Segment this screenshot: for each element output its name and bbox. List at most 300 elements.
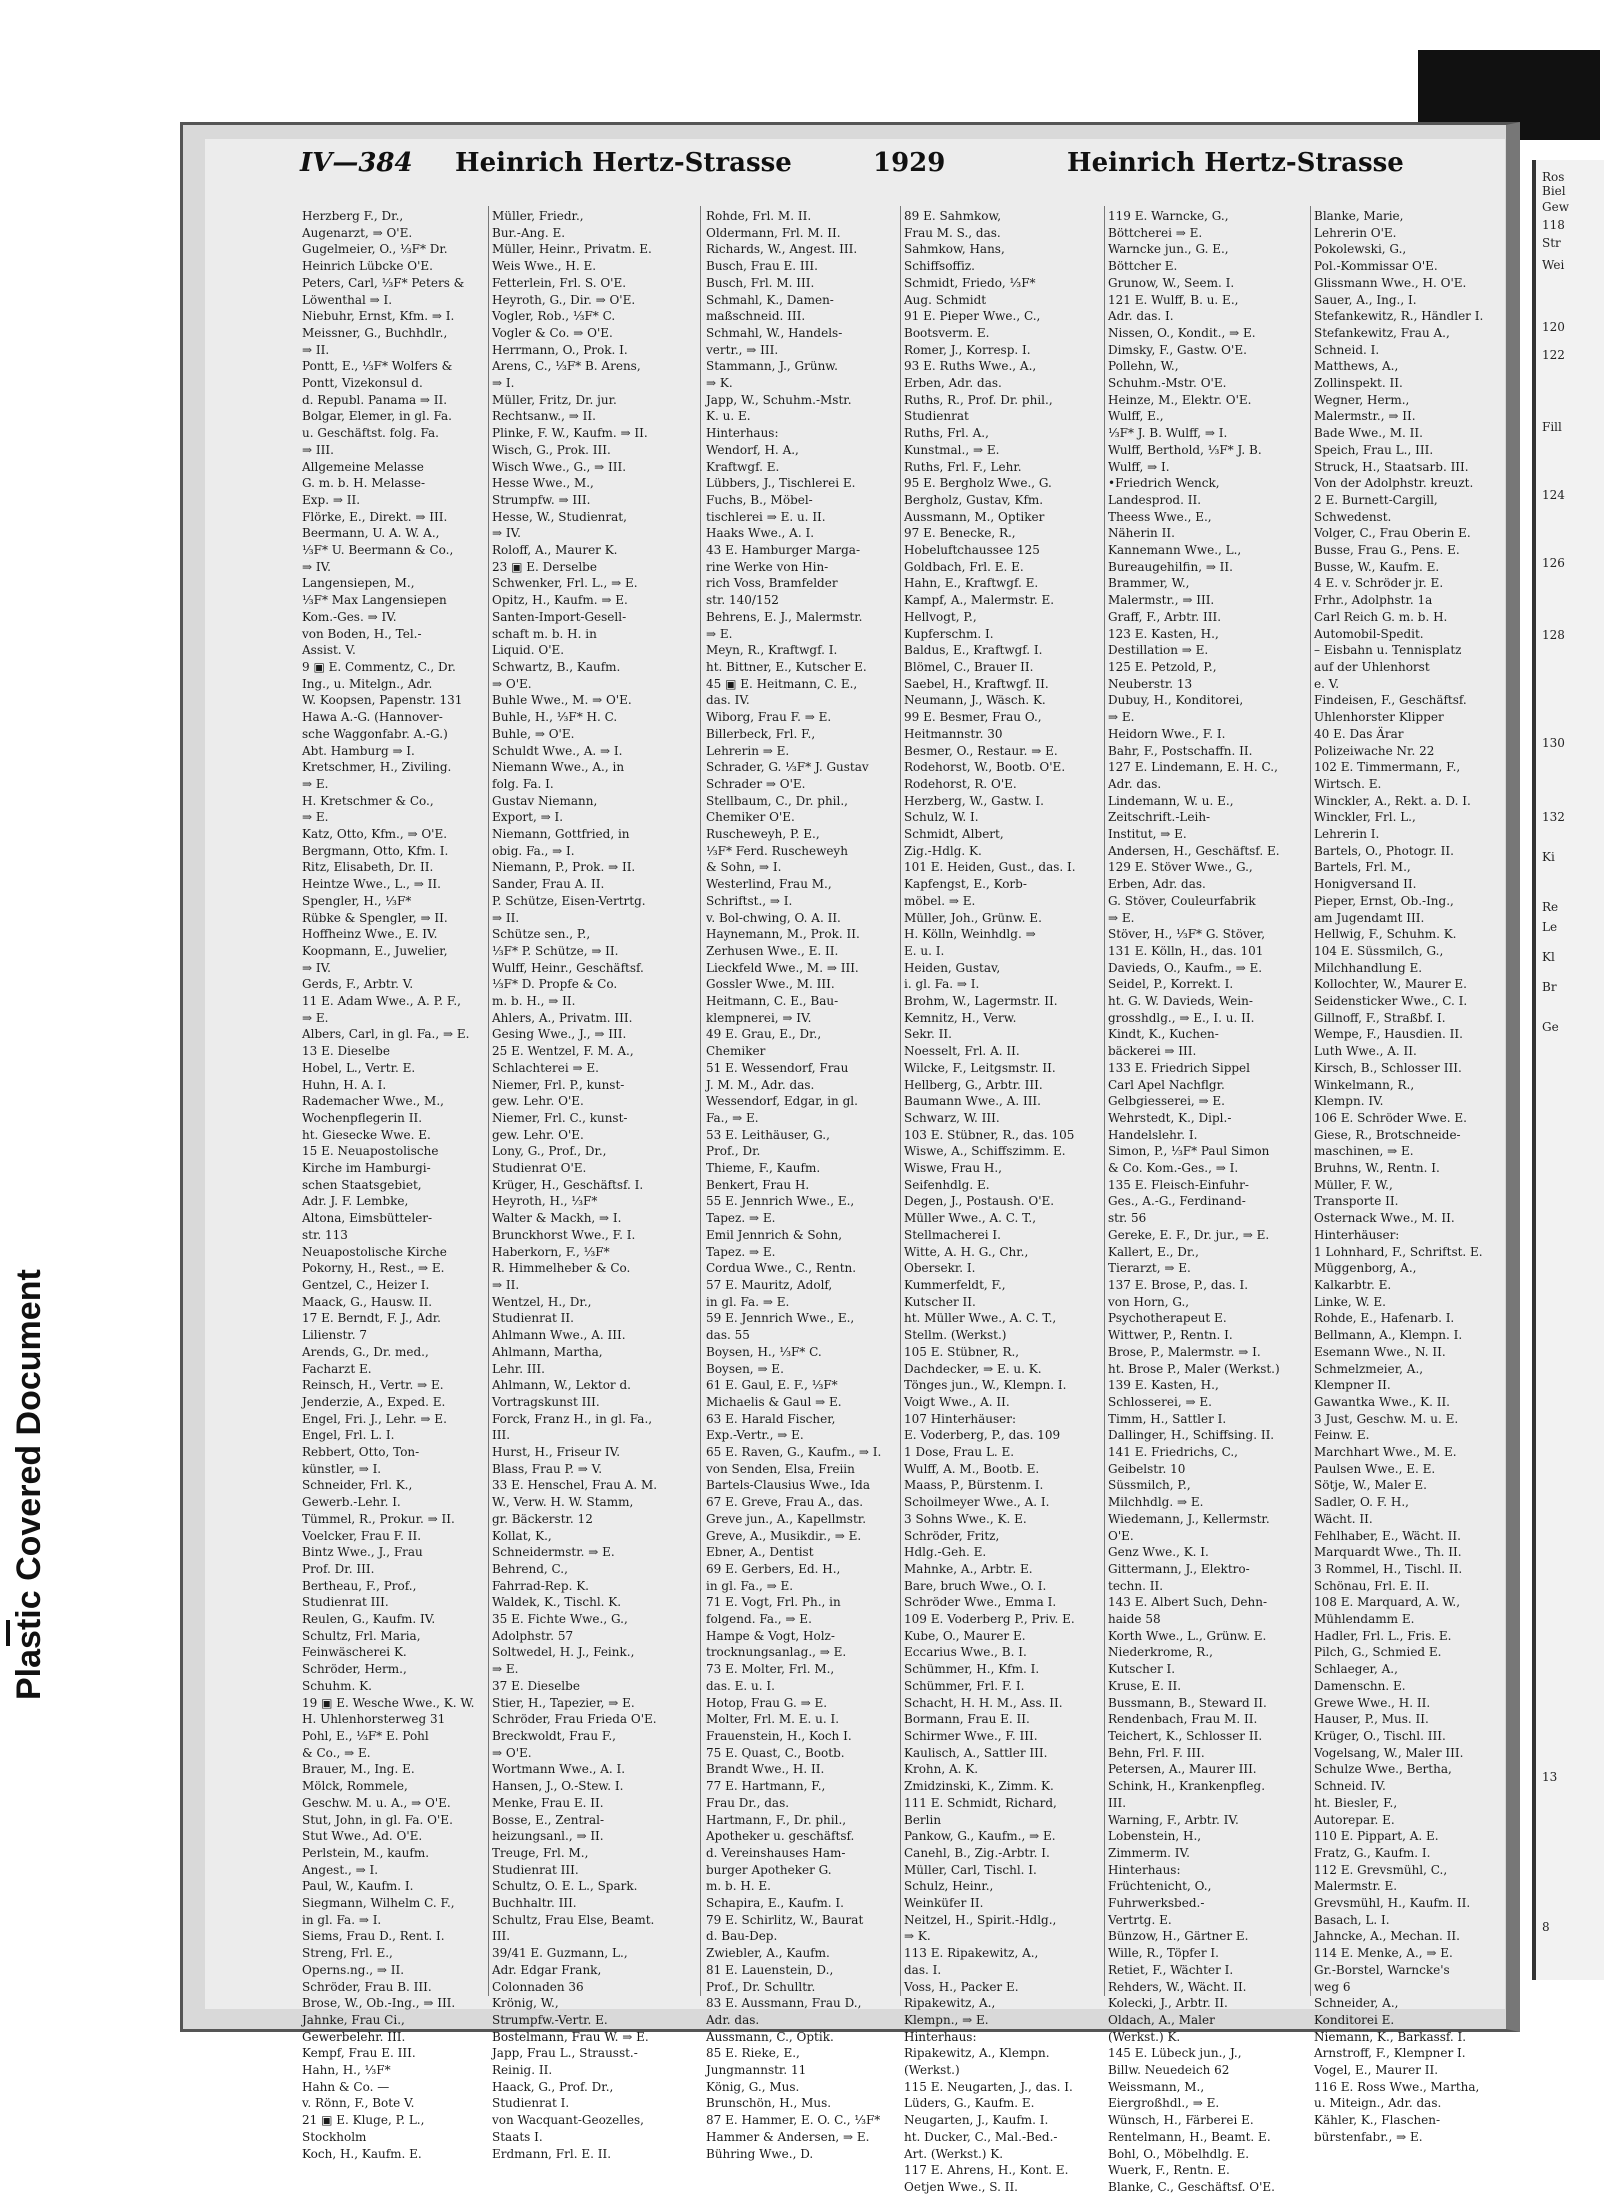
directory-entry: Boysen, H., ⅓F* C. bbox=[706, 1344, 822, 1359]
directory-entry: ⇒ III. bbox=[302, 442, 334, 457]
directory-entry: Spengler, H., ⅓F* bbox=[302, 893, 412, 908]
directory-entry: Adr. J. F. Lembke, bbox=[302, 1194, 409, 1209]
directory-entry: Schiffsoffiz. bbox=[904, 259, 975, 274]
adjacent-page-fragment: Wei bbox=[1542, 258, 1565, 272]
directory-entry: Vertrtg. E. bbox=[1108, 1912, 1172, 1927]
directory-entry: Fahrrad-Rep. K. bbox=[492, 1578, 589, 1593]
directory-entry: Milchhandlung E. bbox=[1314, 960, 1423, 975]
directory-entry: Bussmann, B., Steward II. bbox=[1108, 1695, 1267, 1710]
directory-entry: Berlin bbox=[904, 1812, 942, 1827]
directory-entry: Winckler, Frl. L., bbox=[1314, 810, 1416, 825]
directory-entry: Brandt Wwe., H. II. bbox=[706, 1762, 825, 1777]
directory-entry: Heyroth, H., ⅓F* bbox=[492, 1194, 598, 1209]
directory-entry: Aussmann, C., Optik. bbox=[706, 2029, 834, 2044]
directory-entry: burger Apotheker G. bbox=[706, 1862, 832, 1877]
directory-entry: 81 E. Lauenstein, D., bbox=[706, 1962, 834, 1977]
directory-entry: m. b. H. E. bbox=[706, 1879, 771, 1894]
directory-entry: Baumann Wwe., A. III. bbox=[904, 1094, 1041, 1109]
directory-entry: Polizeiwache Nr. 22 bbox=[1314, 743, 1435, 758]
directory-entry: Meissner, G., Buchhdlr., bbox=[302, 325, 448, 340]
directory-entry: Marquardt Wwe., Th. II. bbox=[1314, 1545, 1462, 1560]
directory-entry: Pollehn, W., bbox=[1108, 359, 1179, 374]
directory-entry: Schuhm.-Mstr. O'E. bbox=[1108, 376, 1227, 391]
directory-entry: Böttcher E. bbox=[1108, 259, 1178, 274]
directory-entry: III. bbox=[1108, 1795, 1127, 1810]
directory-entry: Bertheau, F., Prof., bbox=[302, 1578, 417, 1593]
directory-entry: Damenschn. E. bbox=[1314, 1678, 1406, 1693]
directory-entry: Warncke jun., G. E., bbox=[1108, 242, 1229, 257]
directory-entry: Erben, Adr. das. bbox=[1108, 877, 1206, 892]
directory-entry: Niemann Wwe., A., in bbox=[492, 760, 625, 775]
directory-entry: 127 E. Lindemann, E. H. C., bbox=[1108, 760, 1278, 775]
directory-entry: Weinküfer II. bbox=[904, 1896, 984, 1911]
directory-entry: Busse, Frau G., Pens. E. bbox=[1314, 543, 1460, 558]
directory-entry: Winkelmann, R., bbox=[1314, 1077, 1415, 1092]
directory-entry: Gereke, E. F., Dr. jur., ⇒ E. bbox=[1108, 1227, 1270, 1242]
directory-entry: Krüger, O., Tischl. III. bbox=[1314, 1728, 1446, 1743]
directory-entry: Schneider, A., bbox=[1314, 1996, 1399, 2011]
directory-entry: Pilch, G., Schmied E. bbox=[1314, 1645, 1442, 1660]
directory-entry: Heinrich Lübcke O'E. bbox=[302, 259, 433, 274]
directory-entry: 57 E. Mauritz, Adolf, bbox=[706, 1278, 833, 1292]
directory-entry: ht. Bittner, E., Kutscher E. bbox=[706, 659, 867, 674]
directory-entry: Bellmann, A., Klempn. I. bbox=[1314, 1328, 1463, 1343]
directory-entry: Vogler, Rob., ⅓F* C. bbox=[492, 309, 616, 324]
directory-entry: Schwenker, Frl. L., ⇒ E. bbox=[492, 576, 638, 591]
directory-entry: Basach, L. I. bbox=[1314, 1912, 1390, 1927]
directory-entry: Bahr, F., Postschaffn. II. bbox=[1108, 743, 1253, 758]
directory-entry: Mahnke, A., Arbtr. E. bbox=[904, 1561, 1033, 1576]
directory-entry: ⇒ I. bbox=[492, 376, 515, 391]
directory-entry: Psychotherapeut E. bbox=[1108, 1311, 1227, 1326]
adjacent-page-fragment: 126 bbox=[1542, 556, 1565, 570]
directory-entry: Hellwig, F., Schuhm. K. bbox=[1314, 927, 1457, 942]
directory-entry: Schultz, Frau Else, Beamt. bbox=[492, 1912, 655, 1927]
directory-entry: Blömel, C., Brauer II. bbox=[904, 659, 1034, 674]
directory-entry: Böttcherei ⇒ E. bbox=[1108, 225, 1203, 240]
column-2 bbox=[492, 208, 692, 2161]
directory-entry: techn. II. bbox=[1108, 1578, 1164, 1593]
directory-entry: Hobeluftchaussee 125 bbox=[904, 543, 1040, 558]
directory-entry: Ebner, A., Dentist bbox=[706, 1545, 814, 1560]
directory-entry: Kapfengst, E., Korb- bbox=[904, 877, 1027, 892]
directory-entry: v. Bol-chwing, O. A. II. bbox=[706, 910, 841, 925]
directory-entry: Uhlenhorster Klipper bbox=[1314, 710, 1444, 725]
directory-entry: 108 E. Marquard, A. W., bbox=[1314, 1595, 1461, 1610]
directory-entry: 9 ▣ E. Commentz, C., Dr. bbox=[302, 659, 456, 674]
directory-entry: Breckwoldt, Frau F., bbox=[492, 1728, 616, 1743]
directory-entry: Lübbers, J., Tischlerei E. bbox=[706, 476, 856, 491]
directory-entry: vertr., ⇒ III. bbox=[706, 342, 779, 357]
directory-entry: e. V. bbox=[1314, 676, 1340, 691]
directory-entry: III. bbox=[492, 1929, 511, 1944]
directory-entry: von Horn, G., bbox=[1108, 1294, 1190, 1309]
directory-entry: schaft m. b. H. in bbox=[492, 626, 597, 641]
directory-entry: Walter & Mackh, ⇒ I. bbox=[492, 1211, 622, 1226]
directory-entry: Hadler, Frl. L., Fris. E. bbox=[1314, 1628, 1452, 1643]
directory-entry: Schoilmeyer Wwe., A. I. bbox=[904, 1495, 1050, 1510]
directory-entry: Müller, Fritz, Dr. jur. bbox=[492, 392, 617, 407]
directory-entry: Sötje, W., Maler E. bbox=[1314, 1478, 1427, 1493]
directory-entry: Bintz Wwe., J., Frau bbox=[302, 1545, 423, 1560]
directory-entry: Stier, H., Tapezier, ⇒ E. bbox=[492, 1695, 635, 1710]
directory-entry: Billw. Neuedeich 62 bbox=[1108, 2063, 1230, 2078]
directory-entry: Niemer, Frl. C., kunst- bbox=[492, 1110, 628, 1125]
directory-entry: Hobel, L., Vertr. E. bbox=[302, 1060, 416, 1075]
directory-entry: ⇒ E. bbox=[1108, 910, 1135, 925]
directory-entry: Krüger, H., Geschäftsf. I. bbox=[492, 1177, 644, 1192]
directory-entry: Müller, Carl, Tischl. I. bbox=[904, 1862, 1037, 1877]
directory-entry: 1 Lohnhard, F., Schriftst. E. bbox=[1314, 1244, 1483, 1259]
directory-entry: Gittermann, J., Elektro- bbox=[1108, 1561, 1250, 1576]
directory-entry: Fuchs, B., Möbel- bbox=[706, 492, 813, 507]
directory-entry: Boysen, ⇒ E. bbox=[706, 1361, 784, 1376]
directory-entry: Bartels-Clausius Wwe., Ida bbox=[706, 1478, 871, 1493]
directory-entry: Institut, ⇒ E. bbox=[1108, 827, 1187, 842]
directory-entry: Sahmkow, Hans, bbox=[904, 242, 1005, 257]
directory-entry: Geschw. M. u. A., ⇒ O'E. bbox=[302, 1795, 451, 1810]
column-3 bbox=[706, 208, 896, 2161]
column-1 bbox=[302, 208, 482, 2161]
directory-entry: Adolphstr. 57 bbox=[492, 1628, 574, 1643]
directory-entry: 21 ▣ E. Kluge, P. L., bbox=[302, 2113, 425, 2128]
directory-entry: 117 E. Ahrens, H., Kont. E. bbox=[904, 2163, 1069, 2178]
directory-entry: 15 E. Neuapostolische bbox=[302, 1144, 439, 1159]
directory-entry: Voss, H., Packer E. bbox=[904, 1979, 1019, 1994]
directory-entry: Schlaeger, A., bbox=[1314, 1662, 1398, 1677]
directory-entry: 99 E. Besmer, Frau O., bbox=[904, 710, 1042, 725]
directory-entry: Früchtenicht, O., bbox=[1108, 1879, 1212, 1894]
directory-entry: Flörke, E., Direkt. ⇒ III. bbox=[302, 509, 448, 524]
directory-entry: Müller, Friedr., bbox=[492, 209, 584, 223]
directory-entry: Schultz, Frl. Maria, bbox=[302, 1628, 421, 1643]
directory-entry: Hauser, P., Mus. II. bbox=[1314, 1712, 1429, 1727]
directory-entry: Wehrstedt, K., Dipl.- bbox=[1108, 1110, 1232, 1125]
directory-entry: Linke, W. E. bbox=[1314, 1294, 1386, 1309]
directory-entry: Zerhusen Wwe., E. II. bbox=[706, 943, 839, 958]
directory-entry: Hotop, Frau G. ⇒ E. bbox=[706, 1695, 828, 1710]
directory-entry: Kallert, E., Dr., bbox=[1108, 1244, 1199, 1259]
directory-entry: Engel, Frl. L. I. bbox=[302, 1428, 395, 1443]
directory-entry: Engel, Fri. J., Lehr. ⇒ E. bbox=[302, 1411, 447, 1426]
directory-entry: Löwenthal ⇒ I. bbox=[302, 292, 393, 307]
directory-entry: str. 113 bbox=[302, 1227, 348, 1242]
directory-entry: Seidel, P., Korrekt. I. bbox=[1108, 977, 1234, 992]
directory-entry: Pokorny, H., Rest., ⇒ E. bbox=[302, 1261, 445, 1276]
directory-entry: ⇒ K. bbox=[904, 1929, 931, 1944]
directory-entry: str. 56 bbox=[1108, 1211, 1147, 1226]
directory-entry: Oldermann, Frl. M. II. bbox=[706, 225, 841, 240]
directory-entry: Heiden, Gustav, bbox=[904, 960, 1001, 975]
directory-entry: Bruhns, W., Rentn. I. bbox=[1314, 1161, 1440, 1176]
directory-entry: Schneidermstr. ⇒ E. bbox=[492, 1545, 615, 1560]
directory-entry: Tierarzt, ⇒ E. bbox=[1108, 1261, 1191, 1276]
street-name-left: Heinrich Hertz-Strasse bbox=[455, 148, 792, 178]
directory-entry: Vortragskunst III. bbox=[492, 1394, 600, 1409]
directory-entry: Behrend, C., bbox=[492, 1561, 568, 1576]
directory-entry: Rendenbach, Frau M. II. bbox=[1108, 1712, 1258, 1727]
directory-entry: 4 E. v. Schröder jr. E. bbox=[1314, 576, 1444, 591]
directory-entry: E. u. I. bbox=[904, 943, 945, 958]
directory-entry: Siegmann, Wilhelm C. F., bbox=[302, 1896, 455, 1911]
directory-entry: Struck, H., Staatsarb. III. bbox=[1314, 459, 1469, 474]
directory-entry: 143 E. Albert Such, Dehn- bbox=[1108, 1595, 1268, 1610]
directory-entry: u. Miteign., Adr. das. bbox=[1314, 2096, 1442, 2111]
directory-entry: Petersen, A., Maurer III. bbox=[1108, 1762, 1257, 1777]
directory-entry: W., Verw. H. W. Stamm, bbox=[492, 1495, 634, 1510]
directory-entry: Jungmannstr. 11 bbox=[706, 2063, 807, 2078]
directory-entry: Studienrat O'E. bbox=[492, 1161, 587, 1176]
directory-entry: Luth Wwe., A. II. bbox=[1314, 1044, 1417, 1059]
directory-entry: Baldus, E., Kraftwgf. I. bbox=[904, 643, 1043, 658]
directory-entry: Handelslehr. I. bbox=[1108, 1127, 1198, 1142]
column-divider bbox=[700, 206, 701, 1996]
directory-entry: 83 E. Aussmann, Frau D., bbox=[706, 1996, 862, 2011]
directory-entry: Wilcke, F., Leitgsmstr. II. bbox=[904, 1060, 1056, 1075]
directory-entry: Erdmann, Frl. E. II. bbox=[492, 2146, 612, 2161]
directory-entry: Giese, R., Brotschneide- bbox=[1314, 1127, 1461, 1142]
directory-entry: 67 E. Greve, Frau A., das. bbox=[706, 1495, 864, 1510]
directory-entry: 131 E. Kölln, H., das. 101 bbox=[1108, 943, 1264, 958]
directory-entry: Buhle, H., ⅓F* H. C. bbox=[492, 710, 618, 725]
directory-entry: III. bbox=[492, 1428, 511, 1443]
directory-entry: Bergholz, Gustav, Kfm. bbox=[904, 492, 1044, 507]
directory-entry: Grunow, W., Seem. I. bbox=[1108, 275, 1235, 290]
directory-entry: Lüders, G., Kaufm. E. bbox=[904, 2096, 1035, 2111]
directory-entry: G. m. b. H. Melasse- bbox=[302, 476, 426, 491]
directory-entry: Schulz, Heinr., bbox=[904, 1879, 994, 1894]
directory-entry: Wochenpflegerin II. bbox=[302, 1110, 423, 1125]
directory-entry: Timm, H., Sattler I. bbox=[1108, 1411, 1227, 1426]
adjacent-page-fragment: 132 bbox=[1542, 810, 1565, 824]
directory-entry: 116 E. Ross Wwe., Martha, bbox=[1314, 2079, 1480, 2094]
directory-entry: Hammer & Andersen, ⇒ E. bbox=[706, 2129, 870, 2144]
directory-entry: Hinterhaus: bbox=[706, 426, 779, 441]
directory-entry: Plinke, F. W., Kaufm. ⇒ II. bbox=[492, 426, 648, 441]
directory-entry: Altona, Eimsbütteler- bbox=[302, 1211, 433, 1226]
directory-entry: Rübke & Spengler, ⇒ II. bbox=[302, 910, 448, 925]
directory-entry: (Werkst.) bbox=[904, 2063, 960, 2078]
directory-entry: Oetjen Wwe., S. II. bbox=[904, 2179, 1018, 2194]
directory-entry: Seidensticker Wwe., C. I. bbox=[1314, 994, 1468, 1009]
directory-entry: Heitmannstr. 30 bbox=[904, 726, 1003, 741]
directory-entry: Besmer, O., Restaur. ⇒ E. bbox=[904, 743, 1058, 758]
directory-entry: Rohde, E., Hafenarb. I. bbox=[1314, 1311, 1455, 1326]
directory-entry: 3 Just, Geschw. M. u. E. bbox=[1314, 1411, 1459, 1426]
directory-entry: 106 E. Schröder Wwe. E. bbox=[1314, 1110, 1467, 1125]
directory-entry: Fratz, G., Kaufm. I. bbox=[1314, 1845, 1431, 1860]
directory-entry: Neumann, J., Wäsch. K. bbox=[904, 693, 1046, 708]
directory-entry: Rademacher Wwe., M., bbox=[302, 1094, 444, 1109]
directory-entry: Sander, Frau A. II. bbox=[492, 877, 605, 892]
directory-entry: Wendorf, H. A., bbox=[706, 442, 799, 457]
directory-entry: & Co. Kom.-Ges., ⇒ I. bbox=[1108, 1161, 1239, 1176]
directory-entry: Wiedemann, J., Kellermstr. bbox=[1108, 1511, 1270, 1526]
directory-entry: Schulze Wwe., Bertha, bbox=[1314, 1762, 1452, 1777]
directory-entry: Wisch, G., Prok. III. bbox=[492, 442, 611, 457]
directory-entry: Herzberg F., Dr., bbox=[302, 209, 404, 223]
directory-entry: Meyn, R., Kraftwgf. I. bbox=[706, 643, 838, 658]
directory-entry: Hoffheinz Wwe., E. IV. bbox=[302, 927, 438, 942]
directory-entry: Vogel, E., Maurer II. bbox=[1314, 2063, 1439, 2078]
directory-entry: Wulff, E., bbox=[1108, 409, 1164, 424]
directory-entry: Neitzel, H., Spirit.-Hdlg., bbox=[904, 1912, 1057, 1927]
directory-entry: Pankow, G., Kaufm., ⇒ E. bbox=[904, 1829, 1056, 1844]
directory-entry: Müggenborg, A., bbox=[1314, 1261, 1417, 1276]
directory-entry: gew. Lehr. O'E. bbox=[492, 1127, 584, 1142]
directory-entry: Müller, Heinr., Privatm. E. bbox=[492, 242, 652, 257]
directory-entry: Neuberstr. 13 bbox=[1108, 676, 1193, 691]
directory-entry: Stut Wwe., Ad. O'E. bbox=[302, 1829, 423, 1844]
directory-entry: Frau Dr., das. bbox=[706, 1795, 790, 1810]
directory-entry: Voelcker, Frau F. II. bbox=[302, 1528, 422, 1543]
directory-entry: Kirsch, B., Schlosser III. bbox=[1314, 1060, 1462, 1075]
directory-entry: Export, ⇒ I. bbox=[492, 810, 564, 825]
directory-entry: Schröder Wwe., Emma I. bbox=[904, 1595, 1057, 1610]
directory-entry: Tapez. ⇒ E. bbox=[706, 1211, 776, 1226]
directory-entry: Strumpfw.-Vertr. E. bbox=[492, 2012, 608, 2027]
directory-entry: Ahlmann, W., Lektor d. bbox=[492, 1378, 631, 1393]
directory-entry: Gesing Wwe., J., ⇒ III. bbox=[492, 1027, 627, 1042]
directory-entry: 123 E. Kasten, H., bbox=[1108, 626, 1219, 641]
directory-entry: Gr.-Borstel, Warncke's bbox=[1314, 1962, 1450, 1977]
directory-entry: Kummerfeldt, F., bbox=[904, 1278, 1006, 1292]
directory-entry: schen Staatsgebiet, bbox=[302, 1177, 422, 1192]
directory-entry: folgend. Fa., ⇒ E. bbox=[706, 1612, 812, 1627]
directory-entry: Langensiepen, M., bbox=[302, 576, 415, 591]
directory-entry: grosshdlg., ⇒ E., I. u. II. bbox=[1108, 1010, 1255, 1025]
directory-entry: 85 E. Rieke, E., bbox=[706, 2046, 800, 2061]
directory-entry: Haynemann, M., Prok. II. bbox=[706, 927, 860, 942]
directory-entry: maßschneid. III. bbox=[706, 309, 806, 324]
directory-entry: Frauenstein, H., Koch I. bbox=[706, 1728, 852, 1743]
directory-entry: Hesse, W., Studienrat, bbox=[492, 509, 627, 524]
directory-entry: Schirmer Wwe., F. III. bbox=[904, 1728, 1038, 1743]
adjacent-page-fragment: 128 bbox=[1542, 628, 1565, 642]
directory-entry: Mölck, Rommele, bbox=[302, 1779, 408, 1794]
directory-entry: Stammann, J., Grünw. bbox=[706, 359, 838, 374]
directory-entry: Bur.-Ang. E. bbox=[492, 225, 566, 240]
directory-entry: Hesse Wwe., M., bbox=[492, 476, 594, 491]
directory-entry: Schneid. IV. bbox=[1314, 1779, 1386, 1794]
directory-entry: Oldach, A., Maler bbox=[1108, 2012, 1215, 2027]
directory-entry: Haaks Wwe., A. I. bbox=[706, 526, 815, 541]
directory-entry: Müller, Joh., Grünw. E. bbox=[904, 910, 1042, 925]
directory-entry: Wiswe, Frau H., bbox=[904, 1161, 1002, 1176]
adjacent-page-fragment: Gew bbox=[1542, 200, 1569, 214]
directory-entry: Prof., Dr. bbox=[706, 1144, 761, 1159]
directory-entry: 110 E. Pippart, A. E. bbox=[1314, 1829, 1439, 1844]
directory-entry: 63 E. Harald Fischer, bbox=[706, 1411, 836, 1426]
directory-entry: Pontt, Vizekonsul d. bbox=[302, 376, 423, 391]
adjacent-page-fragment: Fill bbox=[1542, 420, 1562, 434]
directory-entry: Schmahl, K., Damen- bbox=[706, 292, 834, 307]
directory-entry: Carl Reich G. m. b. H. bbox=[1314, 609, 1448, 624]
directory-entry: Maass, P., Bürstenm. I. bbox=[904, 1478, 1044, 1493]
directory-entry: R. Himmelheber & Co. bbox=[492, 1261, 631, 1276]
directory-entry: Autorepar. E. bbox=[1314, 1812, 1395, 1827]
directory-entry: Strumpfw. ⇒ III. bbox=[492, 492, 591, 507]
directory-entry: Lehrerin ⇒ E. bbox=[706, 743, 790, 758]
directory-entry: 3 Rommel, H., Tischl. II. bbox=[1314, 1561, 1463, 1576]
directory-year: 1929 bbox=[873, 148, 946, 178]
directory-entry: auf der Uhlenhorst bbox=[1314, 659, 1430, 674]
directory-entry: Hinterhaus: bbox=[1108, 1862, 1181, 1877]
directory-entry: Streng, Frl. E., bbox=[302, 1946, 393, 1961]
directory-entry: Zimmerm. IV. bbox=[1108, 1845, 1190, 1860]
directory-entry: Bosse, E., Zentral- bbox=[492, 1812, 605, 1827]
directory-entry: 113 E. Ripakewitz, A., bbox=[904, 1946, 1039, 1961]
directory-entry: 103 E. Stübner, R., das. 105 bbox=[904, 1127, 1075, 1142]
directory-entry: Stöver, H., ⅓F* G. Stöver, bbox=[1108, 927, 1266, 942]
directory-entry: Wiswe, A., Schiffszimm. E. bbox=[904, 1144, 1066, 1159]
directory-entry: Witte, A. H. G., Chr., bbox=[904, 1244, 1029, 1259]
directory-entry: Grevsmühl, H., Kaufm. II. bbox=[1314, 1896, 1471, 1911]
directory-entry: Geibelstr. 10 bbox=[1108, 1461, 1186, 1476]
directory-entry: am Jugendamt III. bbox=[1314, 910, 1425, 925]
directory-entry: Voigt Wwe., A. II. bbox=[904, 1394, 1010, 1409]
directory-entry: Fuhrwerksbed.- bbox=[1108, 1896, 1205, 1911]
directory-entry: K. u. E. bbox=[706, 409, 751, 424]
directory-entry: Konditorei E. bbox=[1314, 2012, 1395, 2027]
directory-entry: Kähler, K., Flaschen- bbox=[1314, 2113, 1441, 2128]
directory-entry: Arends, G., Dr. med., bbox=[302, 1344, 429, 1359]
directory-entry: ⅓F* U. Beermann & Co., bbox=[302, 543, 454, 558]
directory-entry: Wächt. II. bbox=[1314, 1511, 1373, 1526]
directory-entry: ⇒ O'E. bbox=[492, 1745, 532, 1760]
directory-entry: Busch, Frl. M. III. bbox=[706, 275, 815, 290]
directory-entry: Wisch Wwe., G., ⇒ III. bbox=[492, 459, 627, 474]
directory-entry: heizungsanl., ⇒ II. bbox=[492, 1829, 604, 1844]
directory-entry: in gl. Fa. ⇒ E. bbox=[706, 1294, 790, 1309]
directory-entry: 133 E. Friedrich Sippel bbox=[1108, 1060, 1250, 1075]
adjacent-page-fragment: Ros bbox=[1542, 170, 1565, 184]
directory-entry: Findeisen, F., Geschäftsf. bbox=[1314, 693, 1467, 708]
directory-entry: Lehrerin O'E. bbox=[1314, 225, 1397, 240]
directory-entry: Brohm, W., Lagermstr. II. bbox=[904, 994, 1058, 1009]
directory-entry: Brammer, W., bbox=[1108, 576, 1190, 591]
directory-entry: u. Geschäftst. folg. Fa. bbox=[302, 426, 439, 441]
directory-entry: Rohde, Frl. M. II. bbox=[706, 209, 812, 223]
directory-entry: 65 E. Raven, G., Kaufm., ⇒ I. bbox=[706, 1445, 882, 1460]
directory-entry: ⇒ K. bbox=[706, 376, 733, 391]
directory-entry: Operns.ng., ⇒ II. bbox=[302, 1962, 405, 1977]
directory-entry: Bostelmann, Frau W. ⇒ E. bbox=[492, 2029, 649, 2044]
directory-entry: Gentzel, C., Heizer I. bbox=[302, 1278, 430, 1292]
directory-entry: H. Uhlenhorsterweg 31 bbox=[302, 1712, 446, 1727]
directory-entry: Jenderzie, A., Exped. E. bbox=[302, 1394, 446, 1409]
directory-entry: Feinw. E. bbox=[1314, 1428, 1370, 1443]
directory-entry: Schneider, Frl. K., bbox=[302, 1478, 413, 1493]
directory-entry: •Friedrich Wenck, bbox=[1108, 476, 1220, 491]
directory-entry: Kruse, E. II. bbox=[1108, 1678, 1182, 1693]
directory-entry: Hansen, J., O.-Stew. I. bbox=[492, 1779, 624, 1794]
directory-entry: Aug. Schmidt bbox=[904, 292, 987, 307]
directory-entry: Bormann, Frau E. II. bbox=[904, 1712, 1030, 1727]
directory-entry: Schink, H., Krankenpfleg. bbox=[1108, 1779, 1266, 1794]
directory-entry: 115 E. Neugarten, J., das. I. bbox=[904, 2079, 1073, 2094]
directory-entry: Exp. ⇒ II. bbox=[302, 492, 361, 507]
directory-entry: 137 E. Brose, P., das. I. bbox=[1108, 1278, 1249, 1292]
directory-entry: str. 140/152 bbox=[706, 593, 779, 608]
directory-entry: Adr. das. I. bbox=[1108, 309, 1174, 324]
directory-entry: 104 E. Süssmilch, G., bbox=[1314, 943, 1444, 958]
directory-entry: Fa., ⇒ E. bbox=[706, 1110, 759, 1125]
directory-entry: ht. G. W. Davieds, Wein- bbox=[1108, 994, 1253, 1009]
directory-entry: Schlosserei, ⇒ E. bbox=[1108, 1394, 1212, 1409]
directory-entry: Exp.-Vertr., ⇒ E. bbox=[706, 1428, 804, 1443]
directory-entry: 87 E. Hammer, E. O. C., ⅓F* bbox=[706, 2113, 881, 2128]
